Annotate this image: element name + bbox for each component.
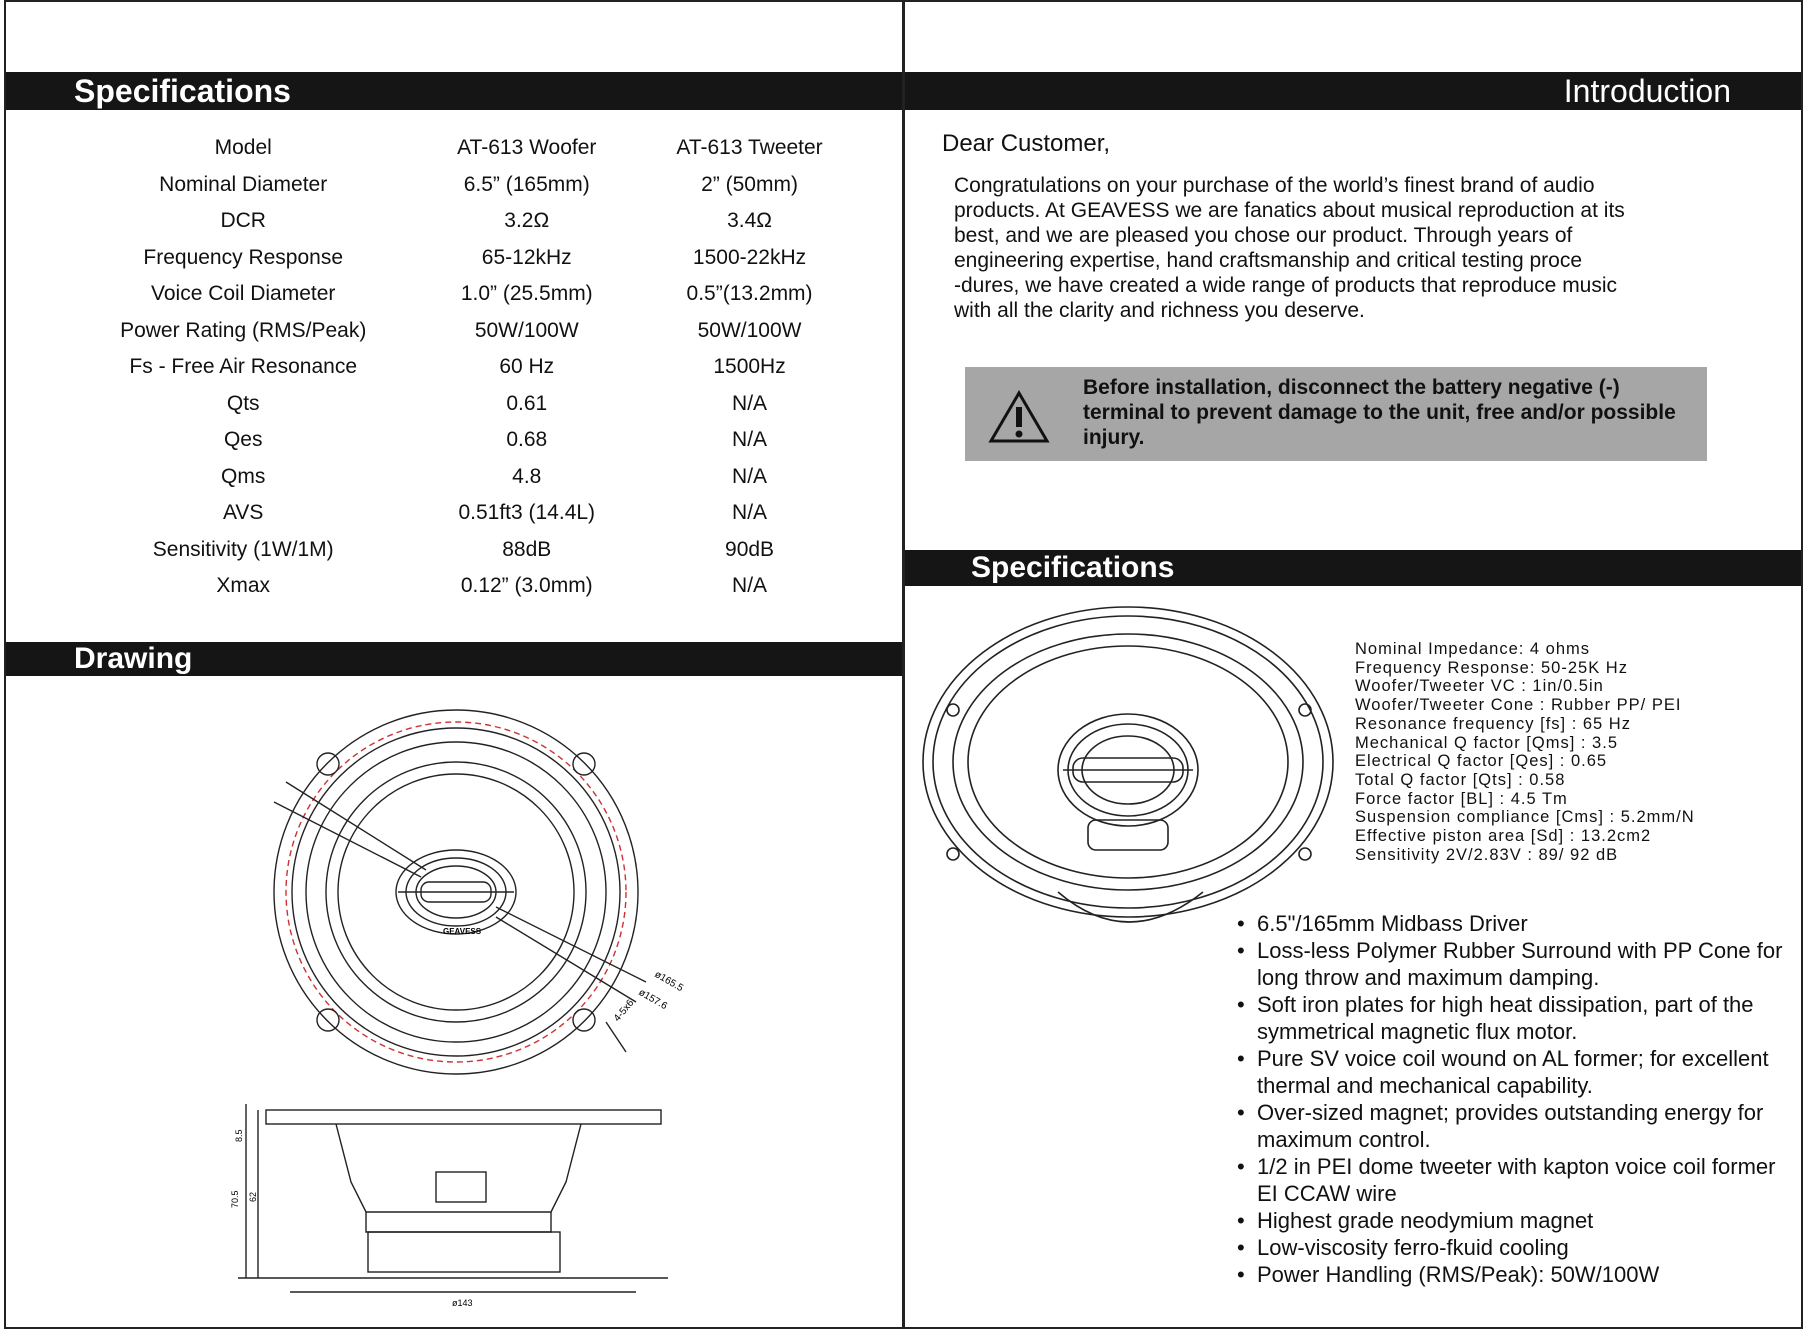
table-row bbox=[66, 532, 866, 569]
table-row bbox=[66, 167, 866, 204]
dim-depth-body: 62 bbox=[248, 1191, 258, 1202]
dim-diameter-outer: ø165.5 bbox=[652, 969, 685, 995]
introduction-heading: Introduction bbox=[1563, 73, 1731, 109]
table-header-row bbox=[66, 130, 866, 167]
intro-line: engineering expertise, hand craftsmanship and critical testing proce bbox=[954, 249, 1583, 272]
dim-base-diameter: ø143 bbox=[452, 1298, 473, 1308]
table-cell: 60 Hz bbox=[499, 355, 555, 379]
list-item: Suspension compliance [Cms] : 5.2mm/N bbox=[1355, 808, 1695, 827]
specifications-heading-right: Specifications bbox=[971, 551, 1175, 584]
list-item: Mechanical Q factor [Qms] : 3.5 bbox=[1355, 733, 1618, 752]
table-cell: 90dB bbox=[725, 537, 775, 561]
list-item: • 1/2 in PEI dome tweeter with kapton voice coil former EI CCAW wire bbox=[1235, 1153, 1795, 1207]
specifications-header-bar bbox=[6, 72, 902, 110]
table-cell: 4.8 bbox=[512, 464, 542, 488]
dim-depth-top: 8.5 bbox=[234, 1129, 244, 1142]
table-cell: 3.2Ω bbox=[504, 209, 550, 233]
table-cell: Fs - Free Air Resonance bbox=[129, 355, 357, 379]
table-cell: Qms bbox=[221, 464, 266, 488]
table-cell: 0.51ft3 (14.4L) bbox=[458, 501, 596, 525]
table-cell: Power Rating (RMS/Peak) bbox=[120, 318, 367, 342]
dim-diameter-inner: ø157.6 bbox=[636, 987, 669, 1013]
list-item: Nominal Impedance: 4 ohms bbox=[1355, 640, 1591, 658]
warning-text: Before installation, disconnect the battery negative (-) terminal to prevent damage to the unit, free and/or possible injury. bbox=[1083, 376, 1676, 449]
intro-line: -dures, we have created a wide range of products that reproduce music bbox=[954, 274, 1618, 297]
list-item: • Over-sized magnet; provides outstanding energy for maximum control. bbox=[1235, 1099, 1795, 1153]
table-row bbox=[66, 422, 866, 459]
intro-line: Congratulations on your purchase of the world’s finest brand of audio bbox=[954, 174, 1595, 197]
table-cell: 2” (50mm) bbox=[701, 172, 798, 196]
list-item: • Loss-less Polymer Rubber Surround with PP Cone for long throw and maximum damping. bbox=[1235, 937, 1795, 991]
list-item: • Highest grade neodymium magnet bbox=[1235, 1207, 1795, 1234]
right-page bbox=[903, 0, 1803, 1329]
table-row bbox=[66, 386, 866, 423]
table-row bbox=[66, 568, 866, 605]
left-page bbox=[4, 0, 904, 1329]
list-item: • Soft iron plates for high heat dissipation, part of the symmetrical magnetic flux motor. bbox=[1235, 991, 1795, 1045]
list-item: Woofer/Tweeter Cone : Rubber PP/ PEI bbox=[1355, 696, 1682, 715]
feature-list bbox=[1235, 910, 1795, 1288]
table-cell: 6.5” (165mm) bbox=[463, 172, 590, 196]
table-row bbox=[66, 276, 866, 313]
table-cell: AVS bbox=[222, 501, 264, 525]
table-cell: Frequency Response bbox=[143, 245, 344, 269]
table-cell: N/A bbox=[732, 464, 768, 488]
column-header: Model bbox=[214, 136, 272, 160]
table-cell: N/A bbox=[732, 391, 768, 415]
table-cell: 0.68 bbox=[506, 428, 548, 452]
spec-list bbox=[1355, 640, 1695, 864]
table-row bbox=[66, 459, 866, 496]
table-row bbox=[66, 495, 866, 532]
table-cell: 1500-22kHz bbox=[692, 245, 807, 269]
list-item: • Pure SV voice coil wound on AL former; for excellent thermal and mechanical capability. bbox=[1235, 1045, 1795, 1099]
list-item: • Power Handling (RMS/Peak): 50W/100W bbox=[1235, 1261, 1795, 1288]
table-cell: N/A bbox=[732, 428, 768, 452]
table-row bbox=[66, 203, 866, 240]
list-item: Sensitivity 2V/2.83V : 89/ 92 dB bbox=[1355, 845, 1619, 864]
table-cell: 1500Hz bbox=[713, 355, 786, 379]
table-cell: Sensitivity (1W/1M) bbox=[152, 537, 334, 561]
table-cell: DCR bbox=[220, 209, 266, 233]
table-cell: 1.0” (25.5mm) bbox=[460, 282, 593, 306]
warning-box bbox=[965, 367, 1707, 461]
intro-line: best, and we are pleased you chose our product. Through years of bbox=[954, 224, 1573, 247]
column-header: AT-613 Tweeter bbox=[676, 136, 823, 160]
table-row bbox=[66, 240, 866, 277]
list-item: Woofer/Tweeter VC : 1in/0.5in bbox=[1355, 677, 1604, 696]
table-cell: 50W/100W bbox=[474, 318, 579, 342]
warning-icon bbox=[987, 389, 1051, 445]
table-cell: Xmax bbox=[216, 574, 271, 598]
list-item: Effective piston area [Sd] : 13.2cm2 bbox=[1355, 827, 1652, 846]
speaker-product-image bbox=[913, 602, 1353, 962]
introduction-header-bar bbox=[905, 72, 1801, 110]
intro-line: products. At GEAVESS we are fanatics about musical reproduction at its bbox=[954, 199, 1625, 222]
specifications-table bbox=[66, 130, 866, 605]
specifications-heading: Specifications bbox=[74, 73, 291, 109]
list-item: Electrical Q factor [Qes] : 0.65 bbox=[1355, 752, 1608, 771]
table-cell: Voice Coil Diameter bbox=[151, 282, 336, 306]
table-cell: 0.5”(13.2mm) bbox=[686, 282, 813, 306]
table-cell: N/A bbox=[732, 501, 768, 525]
greeting: Dear Customer, bbox=[942, 130, 1111, 157]
table-cell: 0.12” (3.0mm) bbox=[460, 574, 593, 598]
dim-depth-total: 70.5 bbox=[230, 1190, 240, 1208]
table-cell: N/A bbox=[732, 574, 768, 598]
intro-paragraph bbox=[954, 173, 1754, 323]
specifications-header-bar-right bbox=[905, 550, 1801, 586]
drawing-heading: Drawing bbox=[74, 642, 193, 675]
table-cell: 3.4Ω bbox=[727, 209, 772, 233]
list-item: Force factor [BL] : 4.5 Tm bbox=[1355, 789, 1568, 808]
table-cell: Qts bbox=[226, 391, 260, 415]
table-cell: 0.61 bbox=[506, 391, 548, 415]
drawing-header-bar bbox=[6, 642, 902, 676]
table-cell: 50W/100W bbox=[697, 318, 802, 342]
brand-mark: GEAVESS bbox=[443, 927, 482, 936]
table-row bbox=[66, 349, 866, 386]
table-cell: 65-12kHz bbox=[481, 245, 572, 269]
intro-line: with all the clarity and richness you deserve. bbox=[954, 299, 1365, 322]
list-item: Resonance frequency [fs] : 65 Hz bbox=[1355, 714, 1631, 733]
list-item: • 6.5"/165mm Midbass Driver bbox=[1235, 910, 1795, 937]
table-cell: Qes bbox=[223, 428, 263, 452]
speaker-front-drawing bbox=[6, 692, 902, 1332]
table-row bbox=[66, 313, 866, 350]
table-cell: 88dB bbox=[502, 537, 552, 561]
table-cell: Nominal Diameter bbox=[159, 172, 328, 196]
list-item: Frequency Response: 50-25K Hz bbox=[1355, 658, 1628, 677]
column-header: AT-613 Woofer bbox=[457, 136, 597, 160]
list-item: Total Q factor [Qts] : 0.58 bbox=[1355, 770, 1566, 789]
list-item: • Low-viscosity ferro-fkuid cooling bbox=[1235, 1234, 1795, 1261]
dim-holes: 4-5x6 bbox=[611, 997, 637, 1024]
